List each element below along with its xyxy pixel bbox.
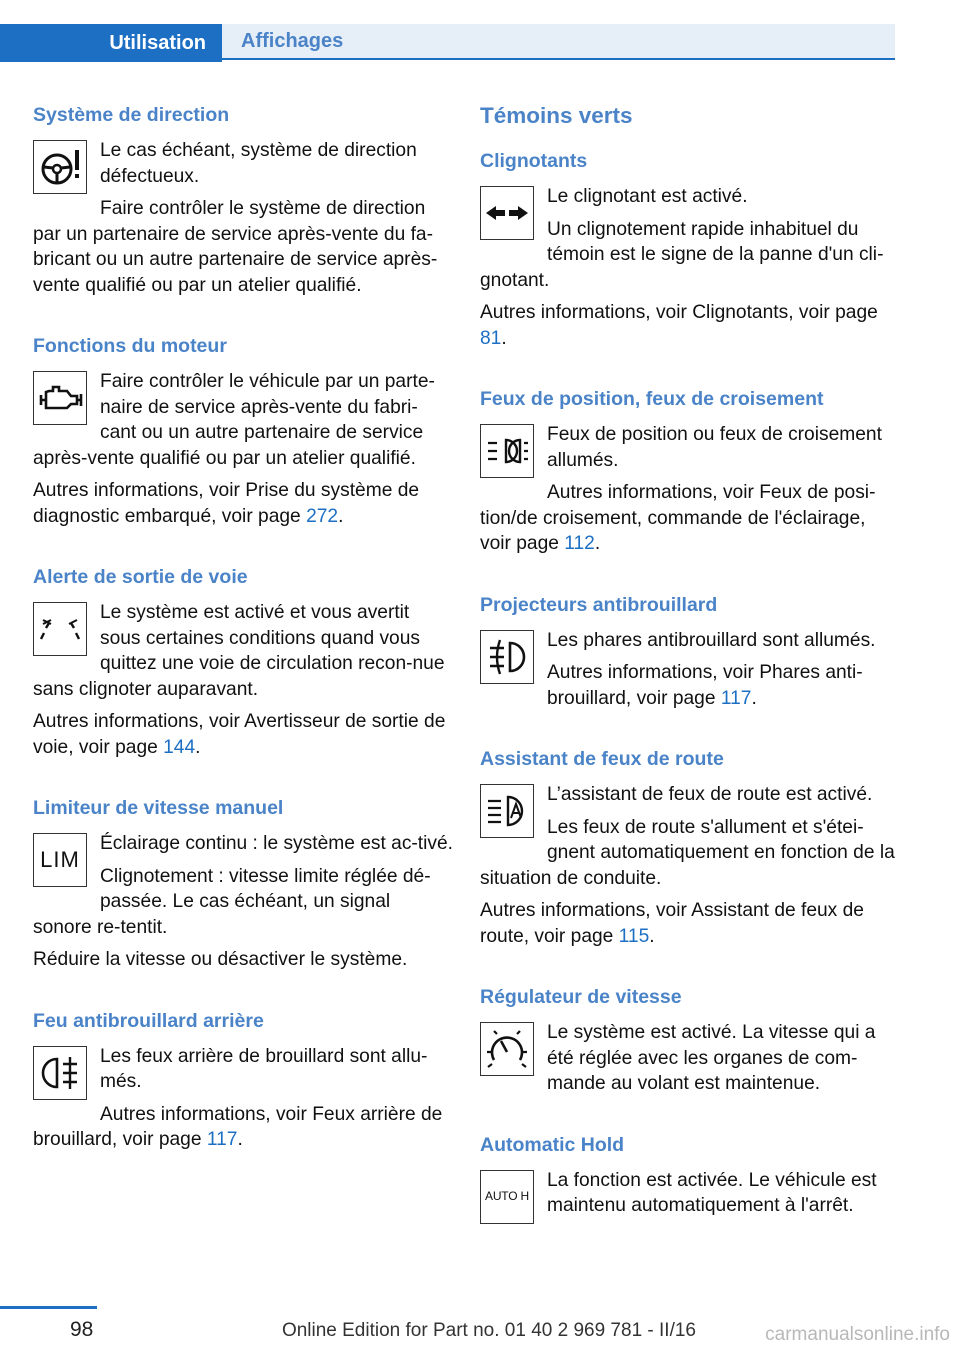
high-beam-assistant-icon	[480, 784, 534, 838]
lim-icon-text: LIM	[40, 847, 80, 873]
ref-end: .	[195, 736, 201, 758]
text-paragraph: Faire contrôler le système de direction par un partenaire de service après-vente du fa-bricant ou un autre partenaire de service après-vente qualifié ou par un atelier qualifié.	[33, 198, 438, 296]
page-number: 98	[70, 1318, 94, 1341]
section-rear-fog	[33, 1008, 453, 1160]
section-heading: Système de direction	[33, 104, 230, 126]
text-paragraph: Faire contrôler le véhicule par un parte-naire de service après-vente du fabri-cant ou un autre partenaire de service après-vente qualifié ou par un atelier qualifié.	[33, 371, 435, 469]
text-paragraph	[33, 709, 453, 760]
section-heading: Automatic Hold	[480, 1133, 625, 1156]
ref-text: Autres informations, voir Avertisseur de sortie de voie, voir page	[33, 711, 446, 758]
text-paragraph	[480, 480, 900, 557]
auto-hold-icon	[480, 1170, 534, 1224]
page-link[interactable]: 272	[306, 505, 339, 527]
section-heading: Alerte de sortie de voie	[33, 566, 248, 588]
turn-signal-icon	[480, 186, 534, 240]
edition-text: Online Edition for Part no. 01 40 2 969 781 - II/16	[281, 1320, 696, 1341]
text-paragraph: Les feux arrière de brouillard sont allu-més.	[100, 1045, 428, 1092]
page-link[interactable]: 144	[163, 736, 196, 758]
ref-end: .	[751, 687, 757, 709]
rear-fog-light-icon	[33, 1046, 87, 1100]
section-heading: Régulateur de vitesse	[480, 986, 682, 1008]
lane-departure-icon	[33, 602, 87, 656]
steering-warning-icon	[33, 140, 87, 194]
page-link[interactable]: 81	[480, 327, 502, 349]
text-paragraph	[480, 898, 900, 949]
text-paragraph: Le système est activé et vous avertit sous certaines conditions quand vous quittez une voie de circulation recon-nue sans clignoter auparavant.	[33, 602, 445, 700]
section-front-fog	[480, 592, 900, 719]
section-position-lights	[480, 386, 900, 564]
left-column	[33, 102, 453, 1188]
text-paragraph: Éclairage continu : le système est ac-tivé.	[100, 833, 453, 854]
text-paragraph: Feux de position ou feux de croisement allumés.	[547, 424, 882, 471]
front-fog-light-icon	[480, 630, 534, 684]
ref-end: .	[237, 1129, 243, 1150]
section-heading: Projecteurs antibrouillard	[480, 593, 718, 616]
section-engine	[33, 333, 453, 536]
page-link[interactable]: 115	[618, 925, 650, 947]
page-link[interactable]: 117	[206, 1129, 238, 1150]
ref-text: Autres informations, voir Feux de posi-tion/de croisement, commande de l'éclairage, voir page	[480, 482, 876, 554]
ref-text: Autres informations, voir Clignotants, voir page	[480, 302, 878, 323]
ref-text: Autres informations, voir Prise du système de diagnostic embarqué, voir page	[33, 480, 420, 527]
text-paragraph	[480, 660, 900, 711]
text-paragraph: La fonction est activée. Le véhicule est maintenu automatiquement à l'arrêt.	[547, 1169, 877, 1216]
section-speed-limiter	[33, 795, 453, 980]
footer-rule	[0, 1306, 97, 1309]
ref-end: .	[338, 505, 344, 527]
section-heading: Limiteur de vitesse manuel	[33, 797, 284, 819]
section-lane-departure	[33, 564, 453, 767]
right-column	[480, 102, 900, 1256]
ref-end: .	[649, 925, 655, 947]
position-lights-icon	[480, 424, 534, 478]
text-paragraph	[33, 1102, 453, 1153]
ref-text: Autres informations, voir Feux arrière de brouillard, voir page	[33, 1103, 443, 1150]
ref-text: Autres informations, voir Phares anti-brouillard, voir page	[547, 662, 863, 709]
text-paragraph: Clignotement : vitesse limite réglée dé-passée. Le cas échéant, un signal sonore re-tentit.	[33, 865, 431, 938]
page-link[interactable]: 117	[720, 687, 752, 709]
lim-icon	[33, 833, 87, 887]
section-heading: Feux de position, feux de croisement	[480, 388, 824, 410]
text-paragraph: Réduire la vitesse ou désactiver le système.	[33, 949, 408, 970]
text-paragraph: Le système est activé. La vitesse qui a été réglée avec les organes de com-mande au volant est maintenue.	[547, 1022, 876, 1094]
text-paragraph: Le clignotant est activé.	[547, 186, 748, 207]
section-turn-signals	[480, 148, 900, 358]
cruise-control-icon	[480, 1022, 534, 1076]
page-title: Témoins verts	[480, 103, 633, 128]
text-paragraph: Les phares antibrouillard sont allumés.	[547, 629, 876, 651]
section-steering	[33, 102, 453, 305]
text-paragraph: Un clignotement rapide inhabituel du témoin est le signe de la panne d'un cli-gnotant.	[480, 218, 884, 291]
section-heading: Clignotants	[480, 150, 588, 172]
section-heading: Feu antibrouillard arrière	[33, 1009, 264, 1032]
text-paragraph: Le cas échéant, système de direction défectueux.	[100, 140, 417, 187]
section-cruise-control	[480, 984, 900, 1104]
page-link[interactable]: 112	[564, 533, 595, 554]
text-paragraph: L’assistant de feux de route est activé.	[547, 784, 873, 805]
ref-end: .	[594, 533, 601, 554]
section-heading: Assistant de feux de route	[480, 748, 724, 770]
section-automatic-hold	[480, 1132, 900, 1228]
text-paragraph	[480, 300, 900, 351]
ref-end: .	[501, 327, 507, 349]
section-high-beam-assistant	[480, 746, 900, 956]
auto-hold-icon-text: AUTO H	[485, 1188, 529, 1203]
watermark: carmanualsonline.info	[765, 1324, 950, 1345]
engine-icon	[33, 371, 87, 425]
section-heading: Fonctions du moteur	[33, 335, 227, 357]
text-paragraph	[33, 478, 453, 529]
text-paragraph: Les feux de route s'allument et s'étei-gnent automatiquement en fonction de la situation de conduite.	[480, 816, 895, 889]
tab-affichages[interactable]: Affichages	[222, 24, 895, 60]
ref-text: Autres informations, voir Assistant de feux de route, voir page	[480, 900, 864, 947]
header-tabs	[0, 24, 895, 62]
tab-utilisation[interactable]: Utilisation	[0, 24, 222, 62]
